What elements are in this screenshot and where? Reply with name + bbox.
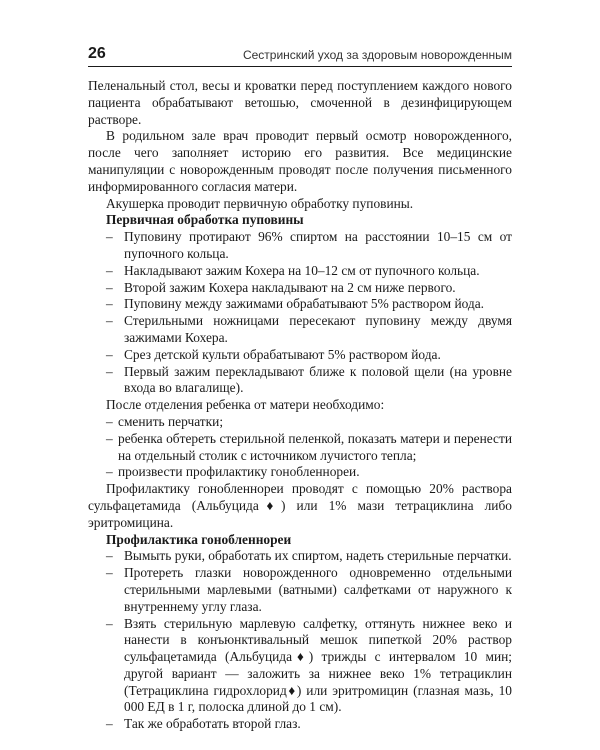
list-item: – Стерильными ножницами пересекают пуповину между двумя зажимами Кохера. xyxy=(88,313,512,347)
after-separation-list xyxy=(88,414,512,481)
prophylaxis-steps-list xyxy=(88,548,512,733)
list-item: – ребенка обтереть стерильной пеленкой, показать матери и перенести на отдельный столик с источником лучистого тепла; xyxy=(88,431,512,465)
list-item: – Срез детской культи обрабатывают 5% раствором йода. xyxy=(88,347,512,364)
list-item: – Так же обработать второй глаз. xyxy=(88,716,512,733)
list-item: – Первый зажим перекладывают ближе к половой щели (на уровне входа во влагалище). xyxy=(88,364,512,398)
section-heading-prophylaxis: Профилактика гонобленнореи xyxy=(106,531,292,547)
umbilical-steps-list xyxy=(88,229,512,397)
paragraph: В родильном зале врач проводит первый осмотр новорожденного, после чего заполняет историю его развития. Все медицинские манипуляции с новорожденным проводят после получения письменного информированного согласия матери. xyxy=(88,128,512,194)
list-item: – Вымыть руки, обработать их спиртом, надеть стерильные перчатки. xyxy=(88,548,512,565)
list-item: – Протереть глазки новорожденного одновременно отдельными стерильными марлевыми (ватными) салфетками от наружного к внутреннему углу глаза. xyxy=(88,565,512,615)
list-item: – произвести профилактику гонобленнореи. xyxy=(88,464,512,481)
running-title: Сестринский уход за здоровым новорожденным xyxy=(242,48,512,62)
body-text xyxy=(88,78,512,733)
paragraph: Пеленальный стол, весы и кроватки перед поступлением каждого нового пациента обрабатывают ветошью, смоченной в дезинфицирующем растворе. xyxy=(88,78,512,127)
paragraph: Акушерка проводит первичную обработку пуповины. xyxy=(106,195,414,211)
paragraph: После отделения ребенка от матери необходимо: xyxy=(106,397,385,413)
list-item: – сменить перчатки; xyxy=(88,414,512,431)
list-item: – Накладывают зажим Кохера на 10–12 см от пупочного кольца. xyxy=(88,263,512,280)
list-item: – Взять стерильную марлевую салфетку, оттянуть нижнее веко и нанести в конъюнктивальный мешок пипеткой 20% раствор сульфацетамида (Альбуцида♦) трижды с интервалом 10 мин; другой вариант — заложить за нижнее веко 1% тетрациклин (Тетрациклина гидрохлорид♦) или эритромицин (глазная мазь, 10 000 ЕД в 1 г, полоска длиной до 1 см). xyxy=(88,616,512,717)
page-number: 26 xyxy=(88,45,106,62)
list-item: – Пуповину между зажимами обрабатывают 5% раствором йода. xyxy=(88,296,512,313)
list-item: – Пуповину протирают 96% спиртом на расстоянии 10–15 см от пупочного кольца. xyxy=(88,229,512,263)
list-item: – Второй зажим Кохера накладывают на 2 см ниже первого. xyxy=(88,280,512,297)
page-header xyxy=(88,44,512,67)
paragraph: Профилактику гонобленнореи проводят с помощью 20% раствора сульфацетамида (Альбуцида♦) или 1% мази тетрациклина либо эритромицина. xyxy=(88,481,512,530)
section-heading-umbilical: Первичная обработка пуповины xyxy=(106,212,304,228)
